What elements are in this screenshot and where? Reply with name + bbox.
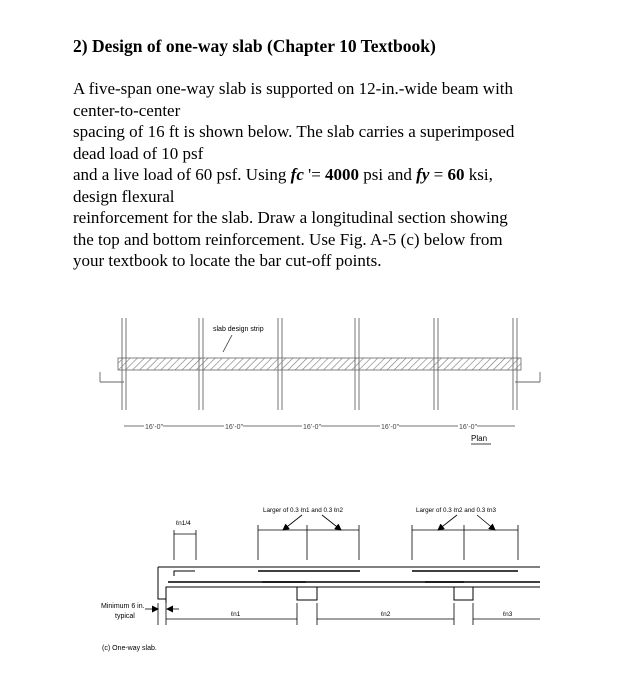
problem-line-6: design flexural [73,186,175,206]
problem-line-4: dead load of 10 psf [73,143,204,163]
problem-line-5: and a live load of 60 psf. Using fc '= 4000 psi and fy = 60 ksi, [73,165,493,184]
figure-caption: (c) One-way slab. [102,645,157,652]
span-label-1: 16’-0” [145,424,163,431]
strip-label: slab design strip [213,326,264,333]
ln1-label: ℓn1 [231,611,241,618]
problem-line-3: spacing of 16 ft is shown below. The slab carries a superimposed [73,122,515,141]
problem-line-1: A five-span one-way slab is supported on 12-in.-wide beam with [73,79,514,98]
problem-line-8: the top and bottom reinforcement. Use Fig. A-5 (c) below from [73,229,503,249]
min-label-line-1: Minimum 6 in. [101,603,145,610]
span-label-3: 16’-0” [303,424,321,431]
fc-symbol: fc [290,165,304,184]
fc-value: 4000 [325,165,360,184]
ln1-quarter-label: ℓn1/4 [176,520,191,527]
fy-symbol: fy [416,165,430,184]
larger-label-2: Larger of 0.3 ℓn2 and 0.3 ℓn3 [416,507,497,514]
larger-label-1: Larger of 0.3 ℓn1 and 0.3 ℓn2 [263,507,344,514]
ln2-label: ℓn2 [381,611,391,618]
fy-value: 60 [447,165,465,184]
min-label-line-2: typical [115,613,135,620]
span-label-4: 16’-0” [381,424,399,431]
span-label-5: 16’-0” [459,424,477,431]
problem-line-9: your textbook to locate the bar cut-off points. [73,251,382,270]
slab-design-strip [118,358,521,370]
plan-title: Plan [471,434,488,443]
section-heading: 2) Design of one-way slab (Chapter 10 Textbook) [73,36,436,56]
ln3-label: ℓn3 [503,611,513,618]
span-label-2: 16’-0” [225,424,243,431]
problem-line-7: reinforcement for the slab. Draw a longitudinal section showing [73,208,508,227]
problem-line-2: center-to-center [73,100,181,120]
slab-section [158,567,540,603]
